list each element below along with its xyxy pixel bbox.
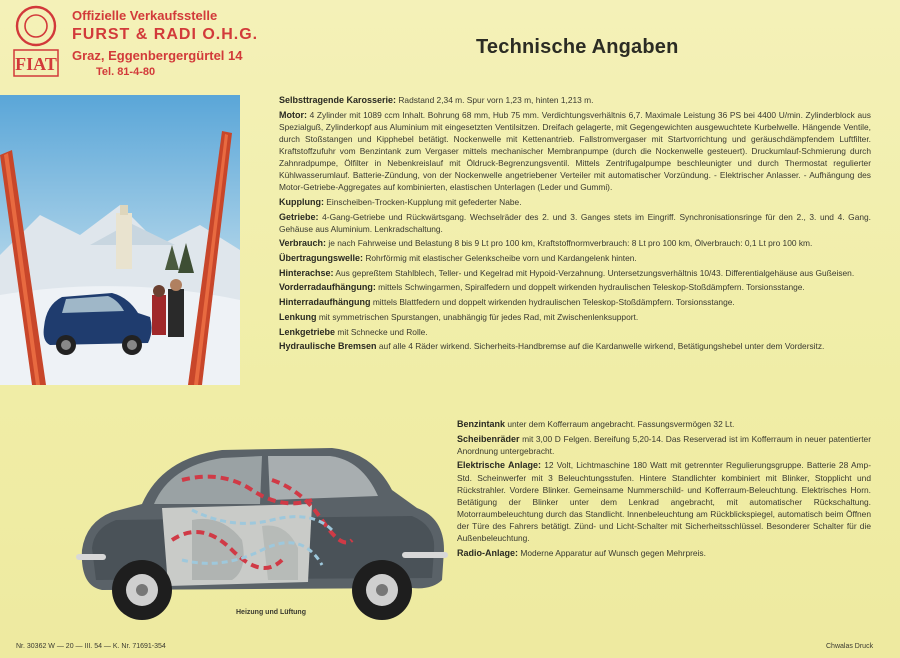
spec-label: Hinterachse: [279, 267, 334, 278]
spec-item [457, 547, 871, 559]
spec-label: Elektrische Anlage: [457, 460, 542, 471]
spec-item [279, 281, 871, 293]
spec-item [279, 311, 871, 323]
page-title: Technische Angaben [476, 36, 679, 58]
spec-label: Hydraulische Bremsen [279, 341, 377, 352]
spec-text: mittels Blattfedern und doppelt wirkenden hydraulischen Teleskop-Stoßdämpfern. Torsionsstange. [370, 297, 735, 308]
spec-text: mit Schnecke und Rolle. [335, 326, 428, 337]
svg-text:FIAT: FIAT [15, 54, 57, 74]
spec-text: 4 Zylinder mit 1089 ccm Inhalt. Bohrung 68 mm, Hub 75 mm. Verdichtungsverhältnis 6,7. Maximale Leistung 36 PS bei 4400 U/min. Zylinderblock aus Spezialguß, Zylinderkopf aus Aluminium mit eingesetzten Ventilsitzen. Dreifach gelagerte, mit Gegengewichten ausgewuchtete Kurbelwelle. Hängende Ventile, durch Stoßstangen und Kipphebel betätigt. Nockenwelle mit Kettenantrieb. Fallstromvergaser mit Startvorrichtung und geräuschdämpfendem Luftfilter. Kraftstoffzufuhr vom Benzintank zum Vergaser mittels mechanischer Membranpumpe (durch die Nockenwelle gesteuert). Druckumlauf-Schmierung durch Zahnradpumpe, Ölfilter in Nebenkreislauf mit Öldruck-Begrenzungsventil. Mittels Zentrifugalpumpe beschleunigter und durch Thermostat regulierter Kühlwasserumlauf. Batterie-Zündung, von der Nockenwelle angetriebener Verteiler mit automatischer Vorzündung. - Elektrischer Anlasser. - Aufhängung des Motor-Getriebe-Aggregates auf kombinierten, elastischen Unterlagen (Leder und Gummi). [279, 109, 871, 193]
printer-credit: Chwalas Druck [826, 643, 874, 650]
spec-item [457, 433, 871, 457]
spec-text: mit symmetrischen Spurstangen, unabhängig für jedes Rad, mit Zwischenlenksupport. [316, 311, 639, 322]
spec-label: Scheibenräder [457, 433, 520, 444]
spec-list [279, 94, 871, 355]
stamp-line-4: Tel. 81-4-80 [96, 66, 156, 78]
spec-item [457, 418, 871, 430]
spec-label: Radio-Anlage: [457, 547, 519, 558]
spec-label: Lenkgetriebe [279, 326, 336, 337]
spec-label: Motor: [279, 109, 307, 120]
spec-text: je nach Fahrweise und Belastung 8 bis 9 Lt pro 100 km, Kraftstoffnormverbrauch: 8 Lt pro 100 km, Ölverbrauch: 0,1 Lt pro 100 km. [326, 238, 813, 249]
spec-text: unter dem Kofferraum angebracht. Fassungsvermögen 32 Lt. [505, 419, 735, 429]
spec-label: Benzintank [457, 419, 506, 429]
spec-text: Radstand 2,34 m. Spur vorn 1,23 m, hinten 1,213 m. [396, 95, 594, 105]
spec-item [279, 340, 871, 352]
stamp-line-3: Graz, Eggenbergergürtel 14 [72, 48, 243, 63]
spec-text: mit 3,00 D Felgen. Bereifung 5,20-14. Das Reserverad ist im Kofferraum in neuer patentierter Anordnung untergebracht. [457, 433, 871, 456]
spec-text: Moderne Apparatur auf Wunsch gegen Mehrpreis. [518, 547, 706, 558]
stamp-line-1: Offizielle Verkaufsstelle [72, 8, 218, 23]
spec-text: Aus gepreßtem Stahlblech, Teller- und Kegelrad mit Hypoid-Verzahnung. Untersetzungsverhältnis 10/43. Differentialgehäuse aus Gußeisen. [333, 267, 855, 278]
spec-item [279, 296, 871, 308]
spec-text: 12 Volt, Lichtmaschine 180 Watt mit getrennter Regulierungsgruppe. Batterie 28 Amp-Std. Scheinwerfer mit 3 Beleuchtungsstufen. Hintere Standlichter kombiniert mit Blinker, Stopplicht und Rückstrahler. Vordere Blinker. Gemeinsame Nummerschild- und Kofferraum-Beleuchtung. Elektrisches Horn. Betätigung der Blinker unter dem Lenkrad angebracht, mit automatischer Rückschaltung. Motorraumbeleuchtung durch das Standlicht. Innenbeleuchtung am Rückblickspiegel, automatisch beim Öffnen der Türe des Fahrers betätigt. Zünd- und Licht-Schalter mit Sicherheitsschlüssel. Besonderer Schalter für die Außenbeleuchtung. [457, 460, 871, 544]
spec-text: Rohrförmig mit elastischer Gelenkscheibe vorn und Kardangelenk hinten. [363, 253, 637, 264]
spec-item [279, 196, 871, 208]
fiat-logo-icon [10, 4, 62, 78]
spec-text: Einscheiben-Trocken-Kupplung mit gefederter Nabe. [323, 196, 522, 207]
spec-item [279, 109, 871, 194]
stamp-line-2: FURST & RADI O.H.G. [72, 26, 259, 43]
spec-item [279, 267, 871, 279]
spec-item [457, 459, 871, 544]
winter-car-photo [0, 95, 240, 385]
spec-label: Übertragungswelle: [279, 253, 364, 264]
spec-text: mittels Schwingarmen, Spiralfedern und doppelt wirkenden hydraulischen Teleskop-Stoßdämpfern. Torsionsstange. [375, 282, 805, 293]
heating-ventilation-car-drawing [72, 430, 452, 630]
drawing-caption: Heizung und Lüftung [236, 609, 306, 616]
spec-label: Kupplung: [279, 196, 324, 207]
spec-label: Verbrauch: [279, 238, 327, 249]
spec-list-continued [457, 418, 871, 561]
spec-item [279, 237, 871, 249]
print-reference: Nr. 30362 W — 20 — III. 54 — K. Nr. 71691-354 [16, 643, 166, 650]
spec-label: Hinterradaufhängung [279, 297, 371, 308]
spec-label: Lenkung [279, 311, 317, 322]
spec-label: Getriebe: [279, 211, 319, 222]
spec-item [279, 252, 871, 264]
spec-item [279, 211, 871, 235]
spec-text: 4-Gang-Getriebe und Rückwärtsgang. Wechselräder des 2. und 3. Ganges stets im Eingriff. Synchronisationsringe für den 2., 3. und 4. Gang. Gehäuse aus Aluminium. Lenkradschaltung. [279, 211, 871, 234]
spec-label: Vorderradaufhängung: [279, 282, 376, 293]
spec-text: auf alle 4 Räder wirkend. Sicherheits-Handbremse auf die Kardanwelle wirkend, Betätigungshebel unter dem Vordersitz. [376, 341, 825, 352]
spec-label: Selbsttragende Karosserie: [279, 95, 397, 105]
spec-item [279, 94, 871, 106]
spec-item [279, 326, 871, 338]
dealer-stamp [6, 4, 276, 82]
